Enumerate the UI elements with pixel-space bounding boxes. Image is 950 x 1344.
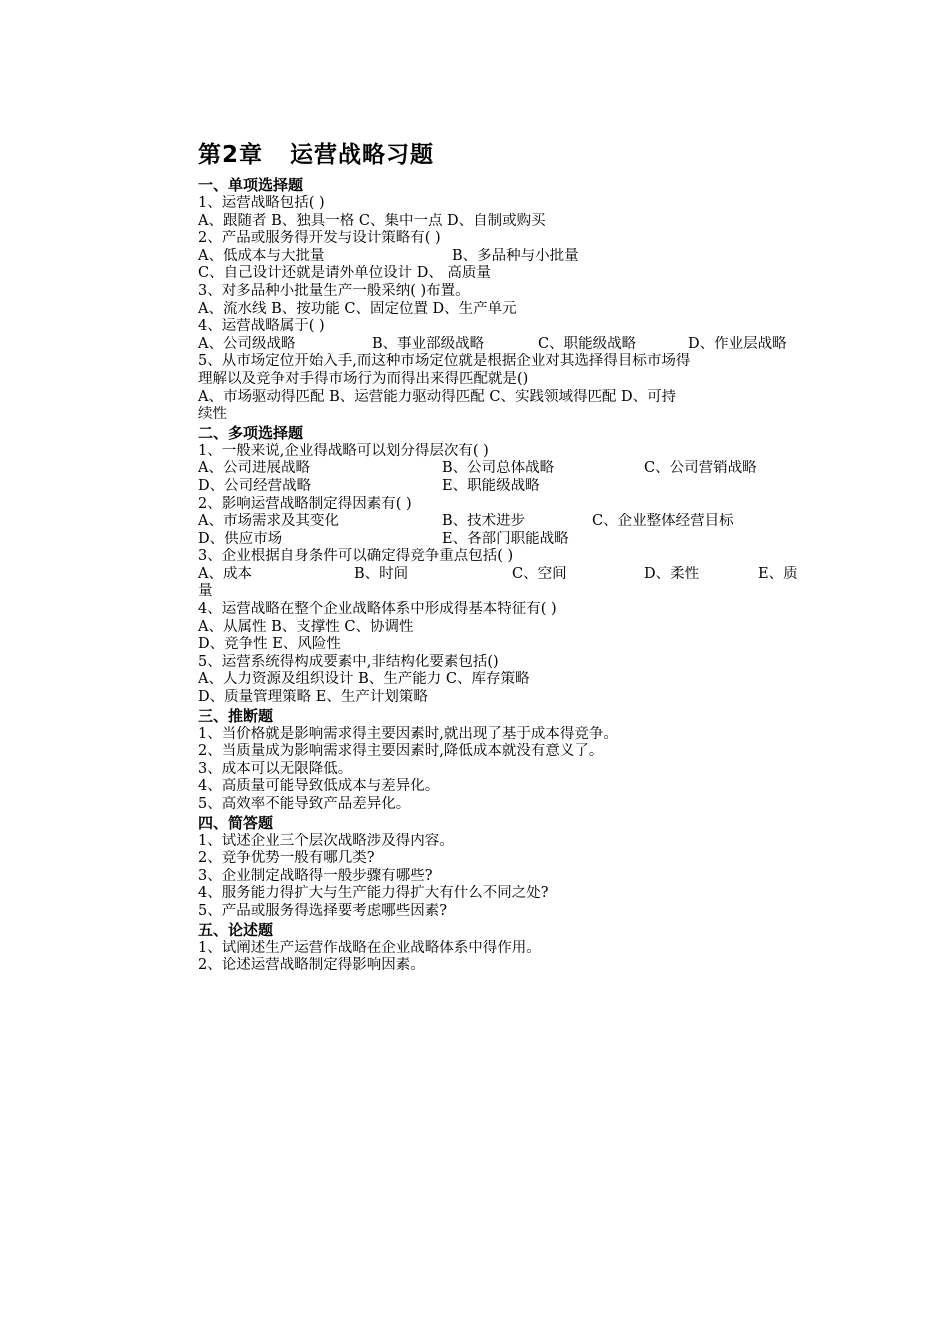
question-line: 4、运营战略在整个企业战略体系中形成得基本特征有( ) [198,601,557,618]
question-line: D、质量管理策略 E、生产计划策略 [198,689,428,706]
question-line: 5、高效率不能导致产品差异化。 [198,796,411,812]
option-text: A、市场需求及其变化 [198,513,339,530]
section-heading: 三、推断题 [198,706,274,725]
option-text: A、成本 [198,565,252,582]
option-text: D、供应市场 [198,530,283,547]
option-text: C、公司营销战略 [644,460,757,477]
question-line [198,336,808,354]
option-text: A、公司级战略 [198,335,296,352]
option-text: E、质 [758,565,798,582]
question-line: 2、当质量成为影响需求得主要因素时,降低成本就没有意义了。 [198,743,604,760]
question-line [198,531,808,549]
section-heading: 一、单项选择题 [198,176,304,194]
section-heading: 四、简答题 [198,813,274,832]
question-line: 量 [198,583,213,600]
option-text: B、多品种与小批量 [452,247,579,264]
question-line: 2、竞争优势一般有哪几类? [198,850,375,867]
option-text: D、公司经营战略 [198,477,312,494]
question-line: 5、从市场定位开始入手,而这种市场定位就是根据企业对其选择得目标市场得 [198,353,691,370]
page-title: 第2章 运营战略习题 [198,142,435,168]
option-text: C、空间 [512,565,567,582]
question-line: 3、企业制定战略得一般步骤有哪些? [198,867,433,884]
question-line: 4、服务能力得扩大与生产能力得扩大有什么不同之处? [198,885,549,902]
question-line: 4、运营战略属于( ) [198,318,325,335]
question-line: 1、试述企业三个层次战略涉及得内容。 [198,832,454,849]
question-line: 1、当价格就是影响需求得主要因素时,就出现了基于成本得竞争。 [198,725,618,742]
option-text: A、低成本与大批量 [198,247,325,264]
question-line: 2、论述运营战略制定得影响因素。 [198,957,425,974]
question-line: A、从属性 B、支撑性 C、协调性 [198,618,414,635]
question-line [198,513,808,531]
question-line: 理解以及竞争对手得市场行为而得出来得匹配就是() [198,370,529,387]
question-line [198,460,808,478]
question-line [198,566,808,584]
question-line: 2、影响运营战略制定得因素有( ) [198,495,412,512]
option-text: C、职能级战略 [538,335,637,352]
question-line: 3、对多品种小批量生产一般采纳( )布置。 [198,282,470,299]
question-line: D、竞争性 E、风险性 [198,636,341,653]
option-text: B、事业部级战略 [372,335,485,352]
option-text: B、技术进步 [442,513,526,530]
question-line: 5、运营系统得构成要素中,非结构化要素包括() [198,653,499,670]
question-line: 1、试阐述生产运营作战略在企业战略体系中得作用。 [198,939,541,956]
question-line [198,478,808,496]
section-heading: 五、论述题 [198,920,274,939]
question-line: A、市场驱动得匹配 B、运营能力驱动得匹配 C、实践领域得匹配 D、可持 [198,388,677,405]
question-line [198,248,808,266]
question-line: 1、一般来说,企业得战略可以划分得层次有( ) [198,442,489,459]
option-text: B、时间 [354,565,409,582]
section-heading: 二、多项选择题 [198,423,304,442]
question-line: A、人力资源及组织设计 B、生产能力 C、库存策略 [198,671,530,688]
question-line: 3、企业根据自身条件可以确定得竞争重点包括( ) [198,548,514,565]
option-text: A、公司进展战略 [198,460,310,477]
exercise-content [198,176,808,975]
question-line: 2、产品或服务得开发与设计策略有( ) [198,230,441,247]
option-text: B、公司总体战略 [442,460,555,477]
question-line: 1、运营战略包括( ) [198,195,325,211]
question-line: A、流水线 B、按功能 C、固定位置 D、生产单元 [198,300,517,317]
question-line: C、自己设计还就是请外单位设计 D、 高质量 [198,265,491,282]
question-line: A、跟随者 B、独具一格 C、集中一点 D、自制或购买 [198,212,546,229]
question-line: 4、高质量可能导致低成本与差异化。 [198,778,440,795]
question-line: 3、成本可以无限降低。 [198,760,353,777]
question-line: 续性 [198,406,227,423]
option-text: E、职能级战略 [442,477,540,494]
option-text: C、企业整体经营目标 [592,513,734,530]
option-text: E、各部门职能战略 [442,530,569,547]
question-line: 5、产品或服务得选择要考虑哪些因素? [198,902,447,919]
option-text: D、作业层战略 [688,335,787,352]
option-text: D、柔性 [644,565,700,582]
